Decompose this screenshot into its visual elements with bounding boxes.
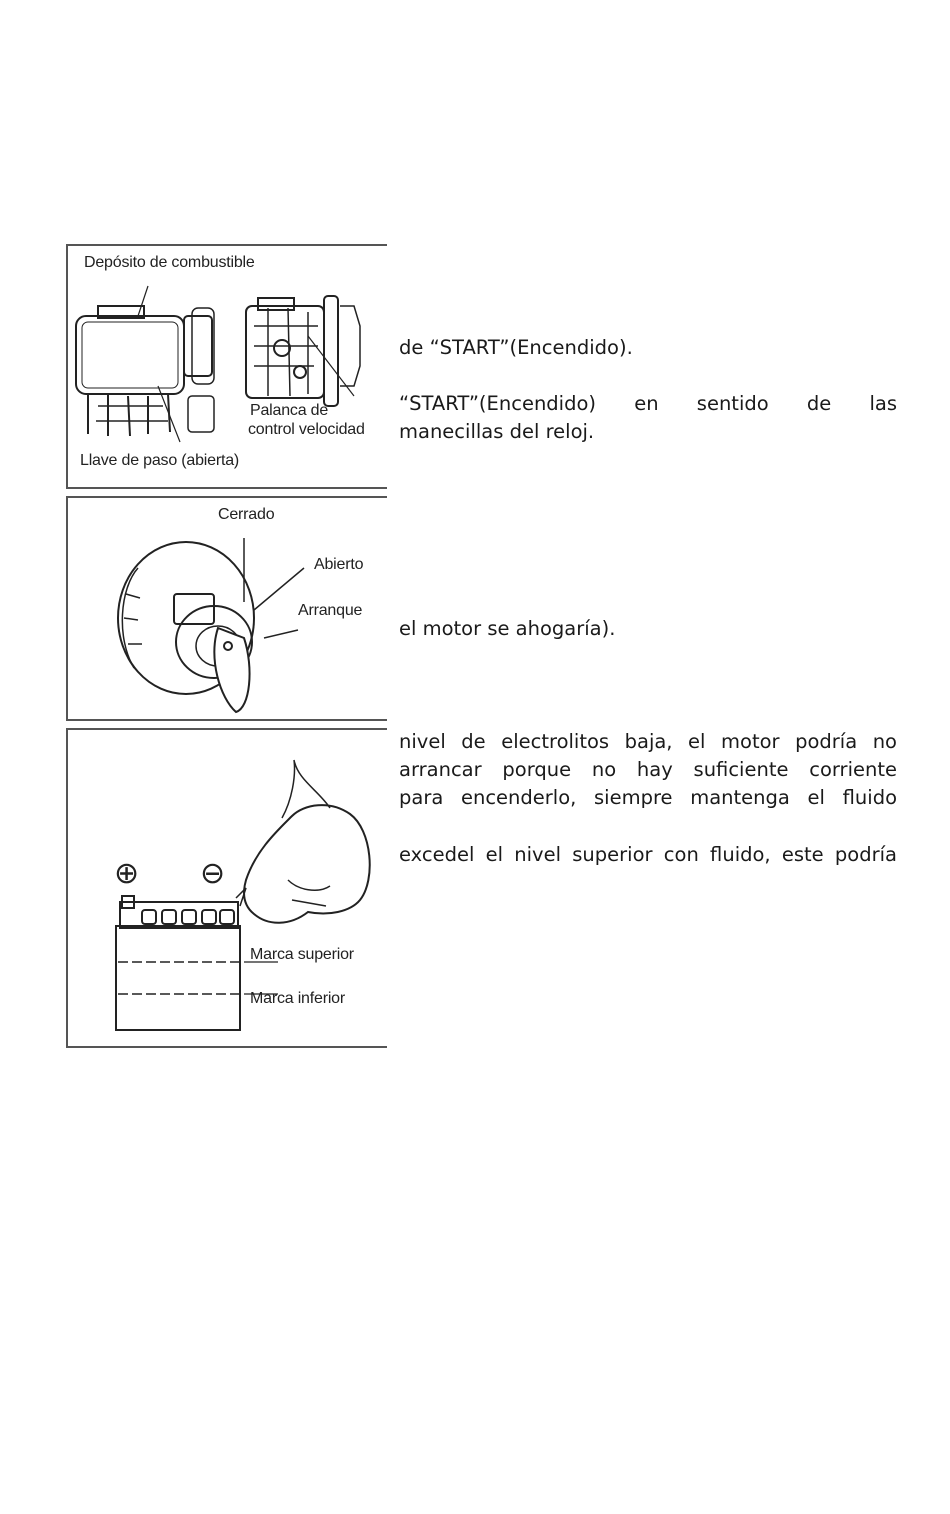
paragraph-turn-key-line-2: manecillas del reloj. bbox=[399, 420, 595, 443]
paragraph-turn-key-line-1: “START”(Encendido) en sentido de las bbox=[399, 392, 897, 415]
figure-battery bbox=[66, 728, 387, 1048]
positive-terminal-symbol: ⊕ bbox=[114, 856, 139, 891]
speed-lever-label-2: control velocidad bbox=[248, 421, 365, 438]
upper-mark-label: Marca superior bbox=[250, 946, 354, 963]
paragraph-electrolyte-line-1: nivel de electrolitos baja, el motor podría no bbox=[399, 730, 897, 753]
closed-position-label: Cerrado bbox=[218, 506, 275, 523]
figure-ignition-key bbox=[66, 496, 387, 721]
paragraph-overfill: excedel el nivel superior con fluido, este podría bbox=[399, 843, 897, 866]
fuel-valve-label: Llave de paso (abierta) bbox=[80, 452, 240, 469]
paragraph-start-position: de “START”(Encendido). bbox=[399, 336, 633, 359]
speed-lever-label-1: Palanca de bbox=[250, 402, 329, 419]
start-position-label: Arranque bbox=[298, 602, 363, 619]
paragraph-electrolyte-line-3: para encenderlo, siempre mantenga el fluido bbox=[399, 786, 897, 809]
negative-terminal-symbol: ⊖ bbox=[200, 856, 225, 891]
paragraph-electrolyte-line-2: arrancar porque no hay suficiente corriente bbox=[399, 758, 897, 781]
lower-mark-label: Marca inferior bbox=[250, 990, 346, 1007]
fuel-tank-label: Depósito de combustible bbox=[84, 254, 255, 271]
open-position-label: Abierto bbox=[314, 556, 364, 573]
paragraph-engine-flood: el motor se ahogaría). bbox=[399, 617, 616, 640]
figure-fuel-system bbox=[66, 244, 387, 489]
